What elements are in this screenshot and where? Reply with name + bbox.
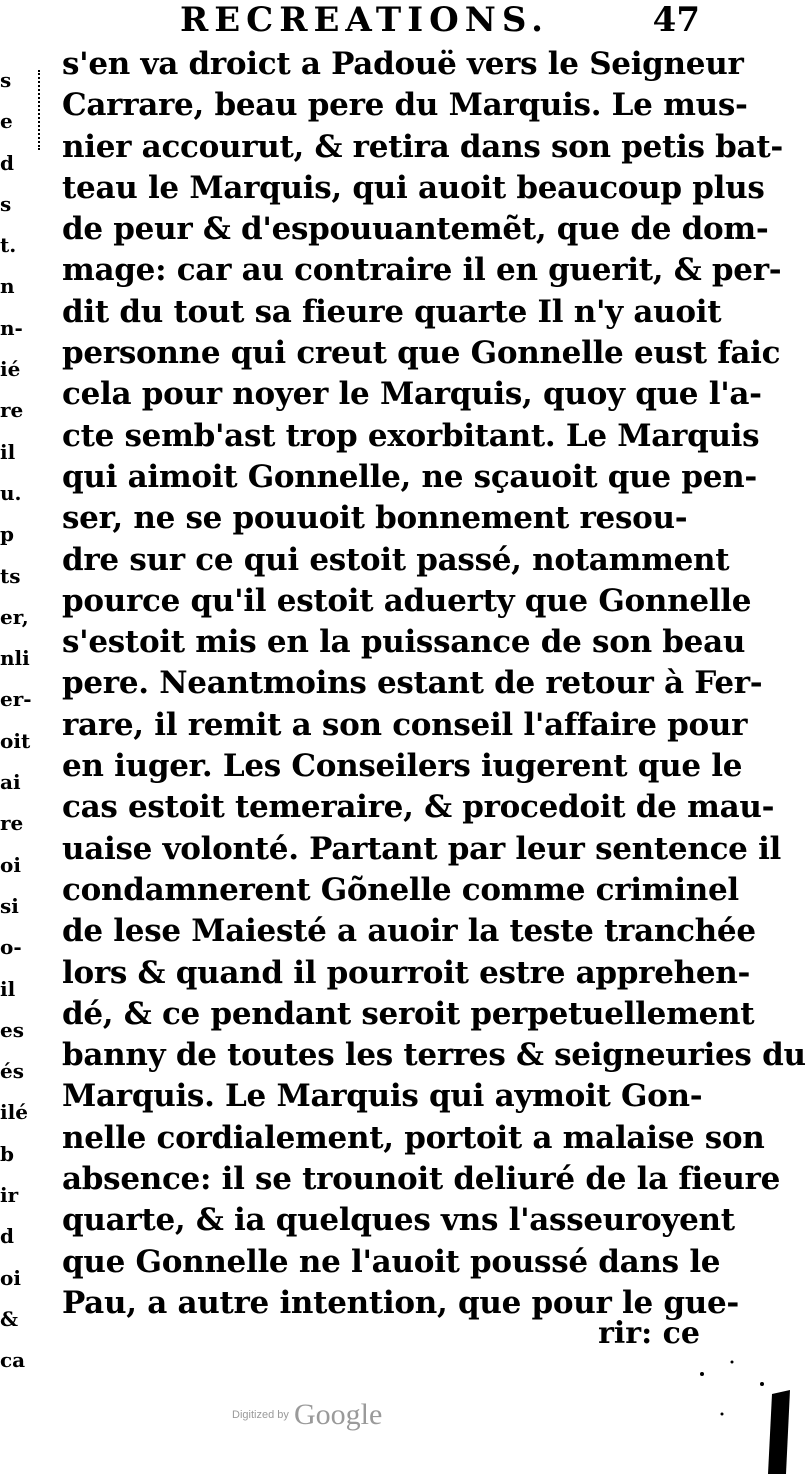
bleed-fragment: re: [0, 811, 24, 836]
bleed-fragment: e: [0, 109, 13, 134]
text-line: nier accourut, & retira dans son petis bat-: [62, 128, 783, 165]
bleed-fragment: b: [0, 1141, 14, 1166]
bleed-fragment: ié: [0, 357, 21, 382]
text-line: absence: il se trounoit deliuré de la fieure: [62, 1161, 781, 1198]
text-line: mage: car au contraire il en guerit, & per-: [62, 252, 782, 289]
text-line: condamnerent Gõnelle comme criminel: [62, 871, 739, 908]
text-line: cela pour noyer le Marquis, quoy que l'a-: [62, 376, 762, 413]
text-line: qui aimoit Gonnelle, ne sçauoit que pen-: [62, 458, 757, 495]
bleed-fragment: d: [0, 1224, 14, 1249]
bleed-fragment: il: [0, 439, 16, 464]
bleed-fragment: d: [0, 150, 14, 175]
watermark-small-text: Digitized by: [232, 1409, 289, 1421]
catchword: rir: ce: [598, 1316, 700, 1351]
text-line: pere. Neantmoins estant de retour à Fer-: [62, 665, 763, 702]
text-line: personne qui creut que Gonnelle eust faic: [62, 335, 781, 372]
bleed-fragment: n: [0, 274, 15, 299]
bleed-fragment: ts: [0, 563, 21, 588]
bleed-fragment: il: [0, 976, 16, 1001]
text-line: cte semb'ast trop exorbitant. Le Marquis: [62, 417, 760, 454]
bleed-fragment: si: [0, 893, 19, 918]
text-line: teau le Marquis, qui auoit beaucoup plus: [62, 169, 765, 206]
text-line: nelle cordialement, portoit a malaise son: [62, 1119, 765, 1156]
bleed-fragment: ilé: [0, 1100, 28, 1125]
running-title: RECREATIONS.: [180, 0, 550, 40]
text-line: de lese Maiesté a auoir la teste tranchée: [62, 913, 756, 950]
bleed-through-margin: [0, 60, 30, 1382]
bleed-fragment: o-: [0, 935, 22, 960]
bleed-fragment: oi: [0, 852, 21, 877]
bleed-fragment: s: [0, 191, 12, 216]
scan-specks: [682, 1354, 792, 1474]
bleed-fragment: n-: [0, 315, 23, 340]
bleed-fragment: er-: [0, 687, 32, 712]
text-line: dit du tout sa fieure quarte Il n'y auoit: [62, 293, 722, 330]
bleed-fragment: er,: [0, 604, 29, 629]
text-line: Carrare, beau pere du Marquis. Le mus-: [62, 87, 748, 124]
page-number: 47: [652, 0, 700, 40]
text-line: que Gonnelle ne l'auoit poussé dans le: [62, 1243, 721, 1280]
body-text: [62, 44, 806, 1324]
watermark-logo-text: Google: [293, 1398, 383, 1431]
text-line: banny de toutes les terres & seigneuries du: [62, 1037, 806, 1074]
bleed-fragment: es: [0, 1017, 24, 1042]
text-line: dre sur ce qui estoit passé, notamment: [62, 541, 730, 578]
text-line: pource qu'il estoit aduerty que Gonnelle: [62, 582, 752, 619]
bleed-fragment: &: [0, 1306, 19, 1331]
bleed-fragment: s: [0, 68, 12, 92]
text-line: dé, & ce pendant seroit perpetuellement: [62, 995, 755, 1032]
text-line: Pau, a autre intention, que pour le gue-: [62, 1284, 739, 1321]
margin-speckle: [38, 70, 48, 150]
bleed-fragment: ca: [0, 1348, 26, 1373]
page-header: [180, 0, 700, 44]
bleed-fragment: t.: [0, 233, 17, 258]
bleed-fragment: re: [0, 398, 24, 423]
text-line: quarte, & ia quelques vns l'asseuroyent: [62, 1202, 735, 1239]
bleed-fragment: nli: [0, 646, 30, 671]
text-line: s'estoit mis en la puissance de son beau: [62, 624, 746, 661]
bleed-fragment: p: [0, 522, 14, 547]
bleed-fragment: és: [0, 1059, 24, 1084]
text-line: ser, ne se pouuoit bonnement resou-: [62, 500, 688, 537]
bleed-fragment: oi: [0, 1265, 21, 1290]
bleed-fragment: oit: [0, 728, 31, 753]
text-line: s'en va droict a Padouë vers le Seigneur: [62, 46, 744, 82]
text-line: Marquis. Le Marquis qui aymoit Gon-: [62, 1078, 703, 1115]
text-line: lors & quand il pourroit estre apprehen-: [62, 954, 751, 991]
text-line: cas estoit temeraire, & procedoit de mau-: [62, 789, 775, 826]
text-line: rare, il remit a son conseil l'affaire pour: [62, 706, 748, 743]
text-line: en iuger. Les Conseilers iugerent que le: [62, 748, 743, 785]
bleed-fragment: u.: [0, 480, 22, 505]
digitized-watermark: [232, 1398, 382, 1432]
text-line: uaise volonté. Partant par leur sentence il: [62, 830, 782, 867]
bleed-fragment: ir: [0, 1183, 19, 1208]
text-line: de peur & d'espouuantemẽt, que de dom-: [62, 211, 769, 248]
bleed-fragment: ai: [0, 770, 21, 795]
